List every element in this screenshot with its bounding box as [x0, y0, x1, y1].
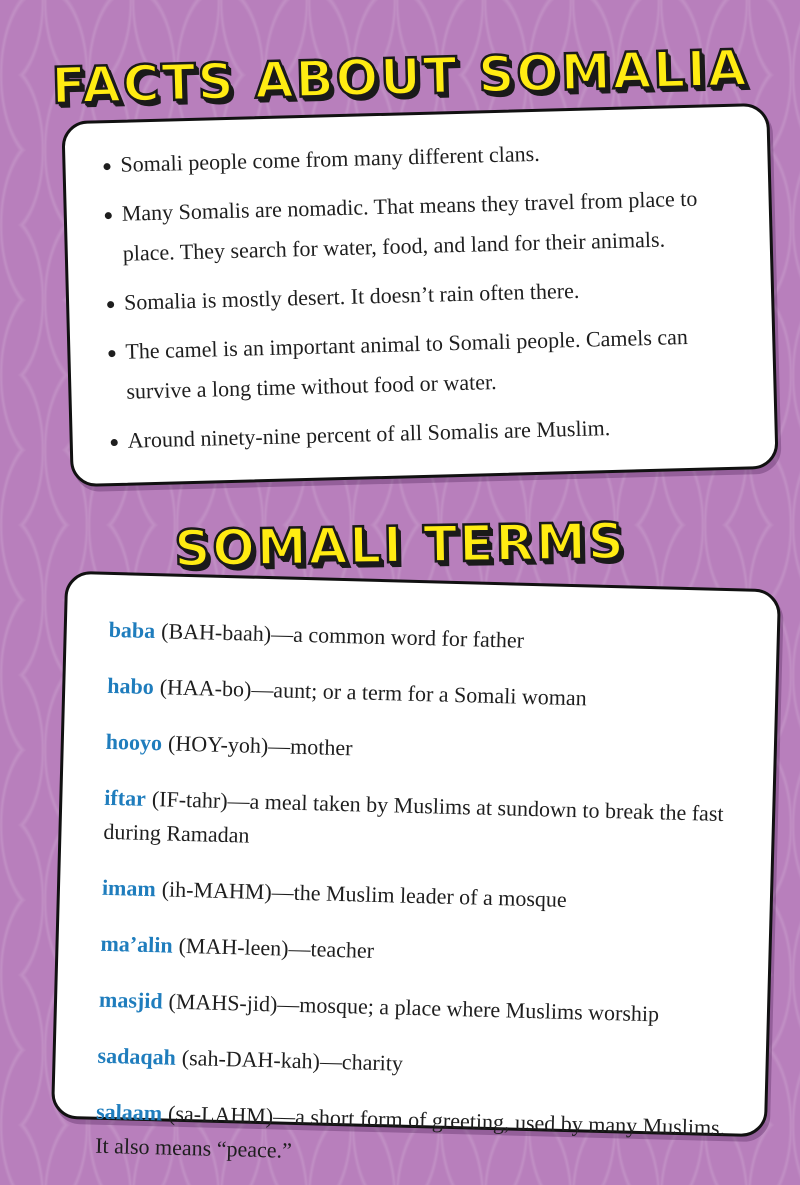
term-word: imam — [101, 874, 157, 902]
term-entry — [100, 927, 739, 978]
term-entry — [108, 613, 747, 664]
terms-card — [51, 571, 781, 1163]
term-definition: (IF-tahr)—a meal taken by Muslims at sundown to break the fast during Ramadan — [103, 786, 724, 848]
fact-item: Somali people come from many different clans. — [103, 129, 738, 186]
term-entry — [107, 669, 746, 720]
term-definition: (MAHS-jid)—mosque; a place where Muslims worship — [168, 988, 660, 1027]
term-word: baba — [108, 616, 156, 644]
term-definition: (MAH-leen)—teacher — [178, 932, 375, 963]
term-word: ma’alin — [100, 930, 173, 958]
fact-item: Around ninety-nine percent of all Somalis are Muslim. — [110, 405, 745, 462]
term-entry — [99, 983, 738, 1034]
term-word: masjid — [98, 986, 163, 1014]
term-word: salaam — [95, 1098, 163, 1126]
term-entry — [103, 781, 743, 866]
term-definition: (HOY-yoh)—mother — [167, 730, 353, 761]
term-word: habo — [106, 672, 155, 700]
terms-list — [53, 574, 778, 1180]
fact-item: Somalia is mostly desert. It doesn’t rain often there. — [107, 267, 742, 324]
term-entry — [102, 871, 741, 922]
term-definition: (sah-DAH-kah)—charity — [181, 1044, 404, 1076]
facts-card — [61, 103, 778, 487]
term-definition: (BAH-baah)—a common word for father — [160, 618, 525, 653]
terms-heading: SOMALI TERMS — [173, 512, 627, 578]
facts-heading: FACTS ABOUT SOMALIA — [50, 38, 750, 116]
fact-item: Many Somalis are nomadic. That means they travel from place to place. They search for water, food, and land for their animals. — [104, 178, 740, 275]
term-word: iftar — [104, 784, 147, 811]
fact-item: The camel is an important animal to Somali people. Camels can survive a long time without food or water. — [108, 316, 744, 413]
term-definition: (ih-MAHM)—the Muslim leader of a mosque — [161, 876, 568, 912]
facts-list — [64, 106, 775, 462]
term-entry — [97, 1039, 736, 1090]
term-definition: (HAA-bo)—aunt; or a term for a Somali woman — [159, 674, 588, 711]
term-word: hooyo — [105, 728, 163, 756]
term-definition: (sa-LAHM)—a short form of greeting, used by many Muslims. It also means “peace.” — [94, 1100, 726, 1163]
term-entry — [105, 725, 744, 776]
term-word: sadaqah — [97, 1042, 177, 1070]
term-entry — [95, 1095, 735, 1180]
